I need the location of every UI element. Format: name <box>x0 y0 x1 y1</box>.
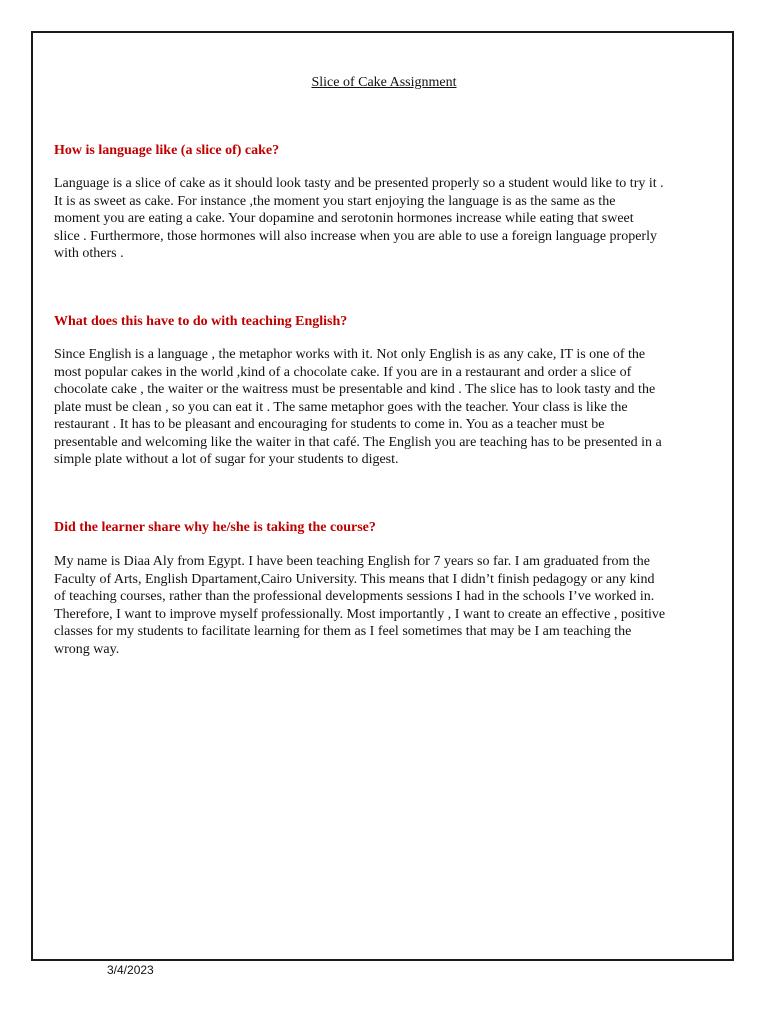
paragraph-line: wrong way. <box>54 641 120 657</box>
paragraph-line: Since English is a language , the metaphor works with it. Not only English is as any cake, IT is one of the <box>54 347 646 362</box>
section-heading-language-cake: How is language like (a slice of) cake? <box>54 143 280 158</box>
paragraph-line: My name is Diaa Aly from Egypt. I have been teaching English for 7 years so far. I am graduated from the <box>54 554 650 569</box>
section-paragraph-learner-reason <box>54 553 719 658</box>
paragraph-line: presentable and welcoming like the waiter in that café. The English you are teaching has to be presented in a <box>54 434 662 450</box>
paragraph-line: Faculty of Arts, English Dpartament,Cairo University. This means that I didn’t finish pedagogy or any kind <box>54 571 655 587</box>
paragraph-line: Language is a slice of cake as it should look tasty and be presented properly so a student would like to try it . <box>54 176 664 191</box>
paragraph-line: slice . Furthermore, those hormones will also increase when you are able to use a foreign language properly <box>54 228 657 244</box>
section-paragraph-teaching-english <box>54 346 719 469</box>
section-heading-teaching-english: What does this have to do with teaching English? <box>54 314 348 329</box>
paragraph-line: restaurant . It has to be pleasant and encouraging for students to come in. You as a teacher must be <box>54 417 605 432</box>
paragraph-line: with others . <box>54 246 124 261</box>
paragraph-line: Therefore, I want to improve myself professionally. Most importantly , I want to create an effective , positive <box>54 606 666 622</box>
section-paragraph-language-cake <box>54 175 719 263</box>
section-heading-learner-reason: Did the learner share why he/she is taking the course? <box>54 520 376 535</box>
footer-date: 3/4/2023 <box>107 963 154 977</box>
paragraph-line: classes for my students to facilitate learning for them as I feel sometimes that may be I am teaching the <box>54 624 632 639</box>
page-border <box>31 31 734 961</box>
paragraph-line: chocolate cake , the waiter or the waitress must be presentable and kind . The slice has to look tasty and the <box>54 382 656 397</box>
paragraph-line: most popular cakes in the world ,kind of a chocolate cake. If you are in a restaurant and order a slice of <box>54 364 632 380</box>
document-title: Slice of Cake Assignment <box>311 75 457 90</box>
paragraph-line: simple plate without a lot of sugar for your students to digest. <box>54 452 399 467</box>
paragraph-line: plate must be clean , so you can eat it . The same metaphor goes with the teacher. Your class is like the <box>54 399 628 415</box>
paragraph-line: It is as sweet as cake. For instance ,the moment you start enjoying the language is as the same as the <box>54 193 616 209</box>
paragraph-line: moment you are eating a cake. Your dopamine and serotonin hormones increase while eating that sweet <box>54 211 634 226</box>
paragraph-line: of teaching courses, rather than the professional developments sessions I had in the schools I’ve worked in. <box>54 589 655 604</box>
